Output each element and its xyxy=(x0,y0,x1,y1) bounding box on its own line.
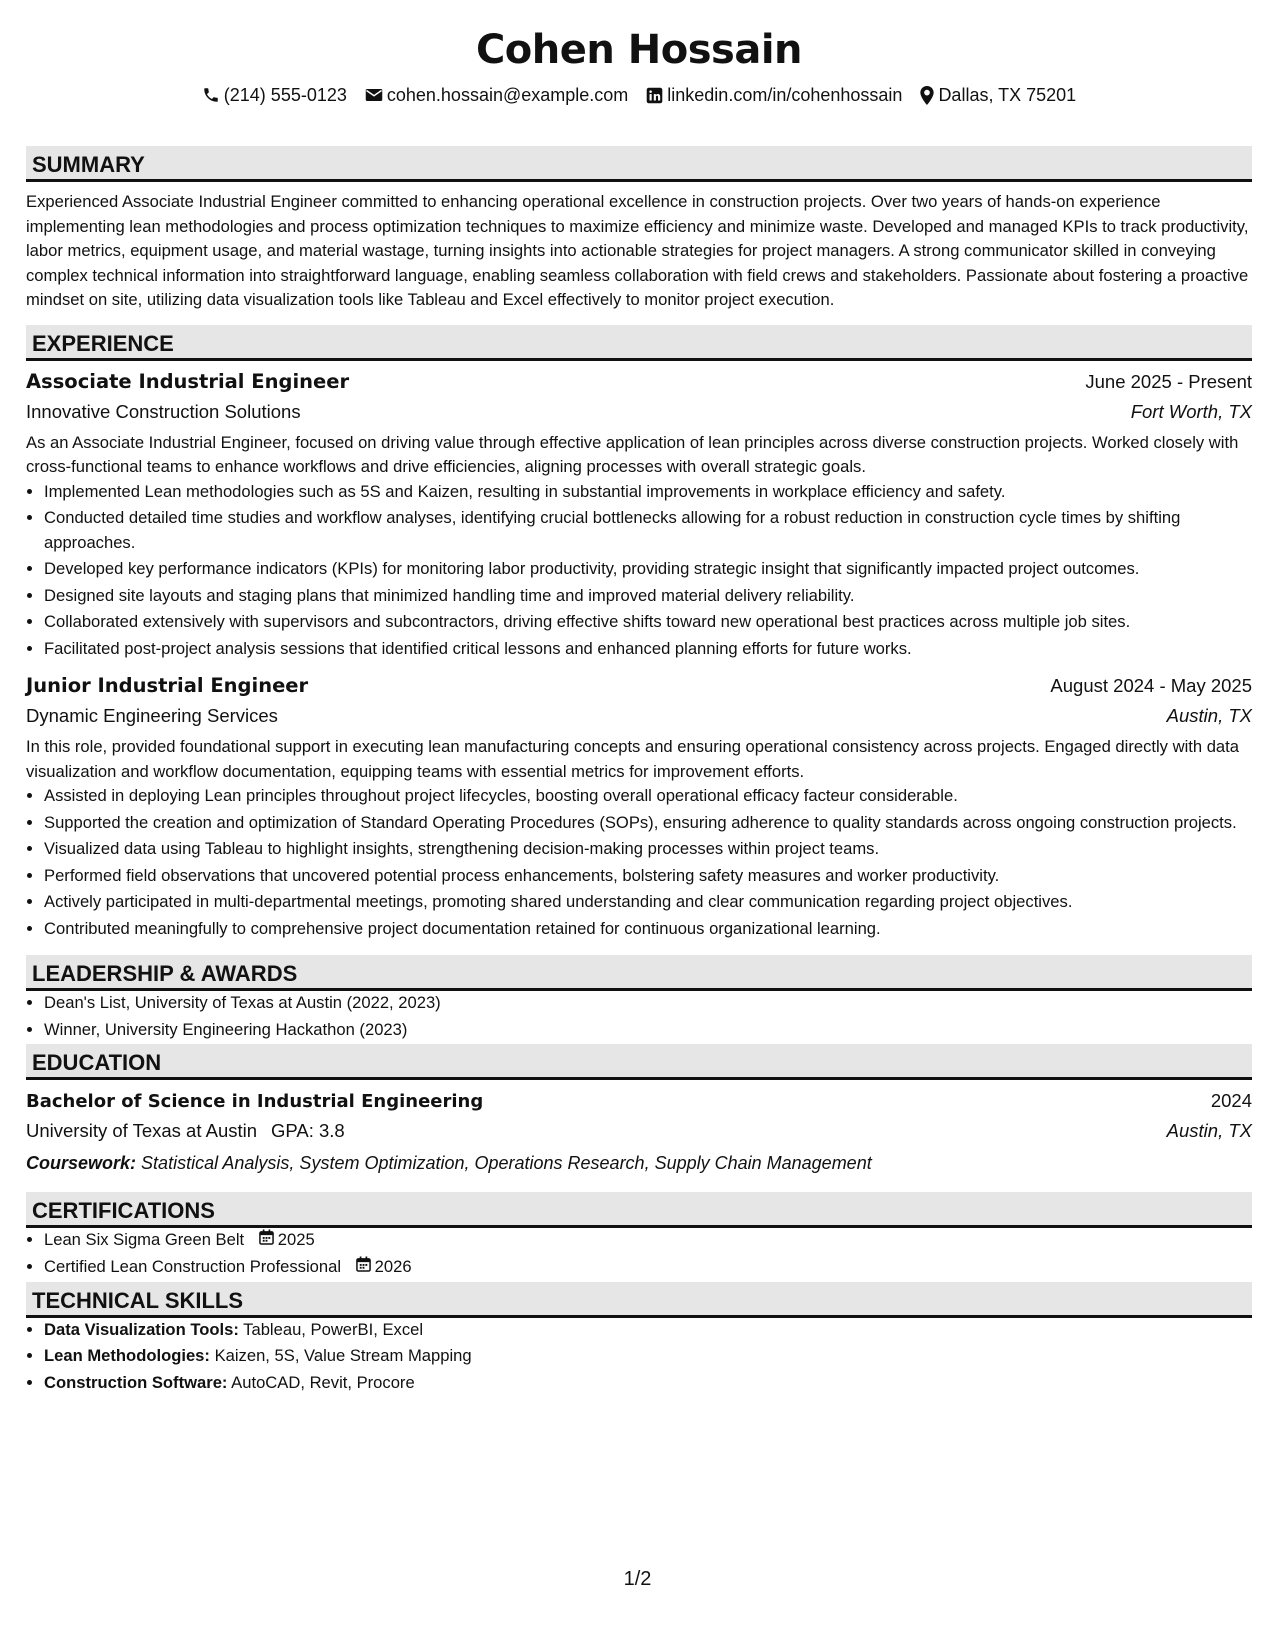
list-item: • Winner, University Engineering Hackathon (2023) xyxy=(44,1018,1252,1043)
coursework-list: Statistical Analysis, System Optimization, Operations Research, Supply Chain Management xyxy=(141,1153,872,1173)
list-item: • Designed site layouts and staging plans that minimized handling time and improved material delivery reliability. xyxy=(44,584,1252,609)
envelope-icon xyxy=(365,87,383,103)
coursework xyxy=(26,1148,1252,1178)
section-header-leadership: LEADERSHIP & AWARDS xyxy=(26,955,1252,991)
candidate-name: Cohen Hossain xyxy=(475,27,803,73)
linkedin-text[interactable]: linkedin.com/in/cohenhossain xyxy=(667,84,903,105)
job-description: As an Associate Industrial Engineer, focused on driving value through effective application of lean principles across diverse construction projects. Worked closely with cross-functional teams to enhance workflows and drive efficiencies, aligning processes with overall strategic goals. xyxy=(26,432,1239,476)
contact-location xyxy=(920,85,1076,106)
list-item: • Visualized data using Tableau to highlight insights, strengthening decision-making processes within project teams. xyxy=(44,837,1252,862)
school-location: Austin, TX xyxy=(1166,1120,1252,1141)
list-item xyxy=(44,1255,1252,1280)
phone-text: (214) 555-0123 xyxy=(223,84,347,105)
calendar-icon xyxy=(356,1255,371,1280)
list-item: • Collaborated extensively with supervisors and subcontractors, driving effective shifts toward new operational best practices across multiple job sites. xyxy=(44,610,1252,635)
contact-phone xyxy=(202,85,347,106)
list-item: • Facilitated post-project analysis sessions that identified critical lessons and enhanced planning efforts for future works. xyxy=(44,637,1252,662)
location-text: Dallas, TX 75201 xyxy=(938,84,1077,105)
job-entry xyxy=(26,671,1252,941)
list-item: • Developed key performance indicators (KPIs) for monitoring labor productivity, providing strategic insight that significantly impacted project outcomes. xyxy=(44,557,1252,582)
skill-label: Data Visualization Tools: xyxy=(44,1319,239,1339)
resume-page xyxy=(26,0,1252,1397)
skill-value: AutoCAD, Revit, Procore xyxy=(231,1372,415,1392)
certification-name: Lean Six Sigma Green Belt xyxy=(44,1230,245,1249)
skill-label: Lean Methodologies: xyxy=(44,1346,210,1366)
section-header-skills: TECHNICAL SKILLS xyxy=(26,1282,1252,1318)
list-item: • Performed field observations that uncovered potential process enhancements, bolstering safety measures and worker productivity. xyxy=(44,864,1252,889)
job-company: Innovative Construction Solutions xyxy=(26,400,301,422)
certifications-list xyxy=(26,1228,1252,1280)
degree: Bachelor of Science in Industrial Engineering xyxy=(26,1091,484,1112)
section-header-summary: SUMMARY xyxy=(26,146,1252,182)
job-bullets xyxy=(26,480,1252,662)
list-item xyxy=(44,1318,1252,1343)
linkedin-icon xyxy=(646,87,663,104)
section-header-experience: EXPERIENCE xyxy=(26,325,1252,361)
certification-year: 2025 xyxy=(277,1230,315,1250)
list-item xyxy=(44,1228,1252,1253)
job-location: Fort Worth, TX xyxy=(1130,400,1252,422)
list-item xyxy=(44,1344,1252,1369)
job-title: Associate Industrial Engineer xyxy=(26,369,350,393)
list-item: • Contributed meaningfully to comprehensive project documentation retained for continuous organizational learning. xyxy=(44,917,1252,942)
gpa: GPA: 3.8 xyxy=(271,1120,345,1141)
list-item: • Assisted in deploying Lean principles throughout project lifecycles, boosting overall operational efficacy facteur considerable. xyxy=(44,784,1252,809)
list-item: • Actively participated in multi-departmental meetings, promoting shared understanding and clear communication regarding project objectives. xyxy=(44,890,1252,915)
education-entry xyxy=(26,1086,1252,1178)
job-dates: June 2025 - Present xyxy=(1085,370,1252,392)
skill-label: Construction Software: xyxy=(44,1372,228,1392)
section-header-education: EDUCATION xyxy=(26,1044,1252,1080)
job-description: In this role, provided foundational support in executing lean manufacturing concepts and ensuring operational consistency across projects. Engaged directly with data visualization and workflow documentation, equipping teams with essential metrics for improvement efforts. xyxy=(26,737,1239,781)
calendar-icon xyxy=(259,1228,274,1253)
job-company: Dynamic Engineering Services xyxy=(26,705,278,726)
section-header-certifications: CERTIFICATIONS xyxy=(26,1192,1252,1228)
skill-value: Tableau, PowerBI, Excel xyxy=(243,1319,424,1339)
phone-icon xyxy=(202,86,220,104)
job-entry xyxy=(26,367,1252,662)
list-item: • Conducted detailed time studies and workflow analyses, identifying crucial bottlenecks allowing for a robust reduction in construction cycle times by shifting approaches. xyxy=(44,506,1252,555)
contact-linkedin[interactable] xyxy=(646,85,902,106)
list-item: • Implemented Lean methodologies such as 5S and Kaizen, resulting in substantial improvements in workplace efficiency and safety. xyxy=(44,480,1252,505)
summary-text: Experienced Associate Industrial Engineer committed to enhancing operational excellence in construction projects. Over two years of hands-on experience implementing lean methodologies and process optimization techniques to maximize efficiency and minimize waste. Developed and managed KPIs to track productivity, labor metrics, equipment usage, and material wastage, turning insights into actionable strategies for project managers. A strong communicator skilled in conveying complex technical information into straightforward language, enabling seamless collaboration with field crews and stakeholders. Passionate about fostering a proactive mindset on site, utilizing data visualization tools like Tableau and Excel effectively to monitor project execution. xyxy=(26,192,1249,309)
list-item xyxy=(44,1371,1252,1396)
awards-list xyxy=(26,991,1252,1042)
school-name: University of Texas at Austin xyxy=(26,1120,258,1141)
job-bullets xyxy=(26,784,1252,941)
list-item: • Supported the creation and optimization of Standard Operating Procedures (SOPs), ensuring adherence to quality standards across ongoing construction projects. xyxy=(44,811,1252,836)
email-text[interactable]: cohen.hossain@example.com xyxy=(386,84,629,105)
graduation-year: 2024 xyxy=(1210,1090,1252,1111)
job-dates: August 2024 - May 2025 xyxy=(1050,675,1252,696)
page-indicator: 1/2 xyxy=(623,1568,652,1590)
job-location: Austin, TX xyxy=(1166,705,1252,726)
job-title: Junior Industrial Engineer xyxy=(26,674,309,697)
list-item: • Dean's List, University of Texas at Austin (2022, 2023) xyxy=(44,991,1252,1016)
contact-email[interactable] xyxy=(365,85,628,106)
skill-value: Kaizen, 5S, Value Stream Mapping xyxy=(214,1346,472,1366)
coursework-label: Coursework: xyxy=(26,1153,137,1173)
certification-year: 2026 xyxy=(374,1257,412,1277)
certification-name: Certified Lean Construction Professional xyxy=(44,1256,342,1276)
map-pin-icon xyxy=(920,86,934,105)
contact-bar xyxy=(26,80,1252,110)
skills-list xyxy=(26,1318,1252,1396)
